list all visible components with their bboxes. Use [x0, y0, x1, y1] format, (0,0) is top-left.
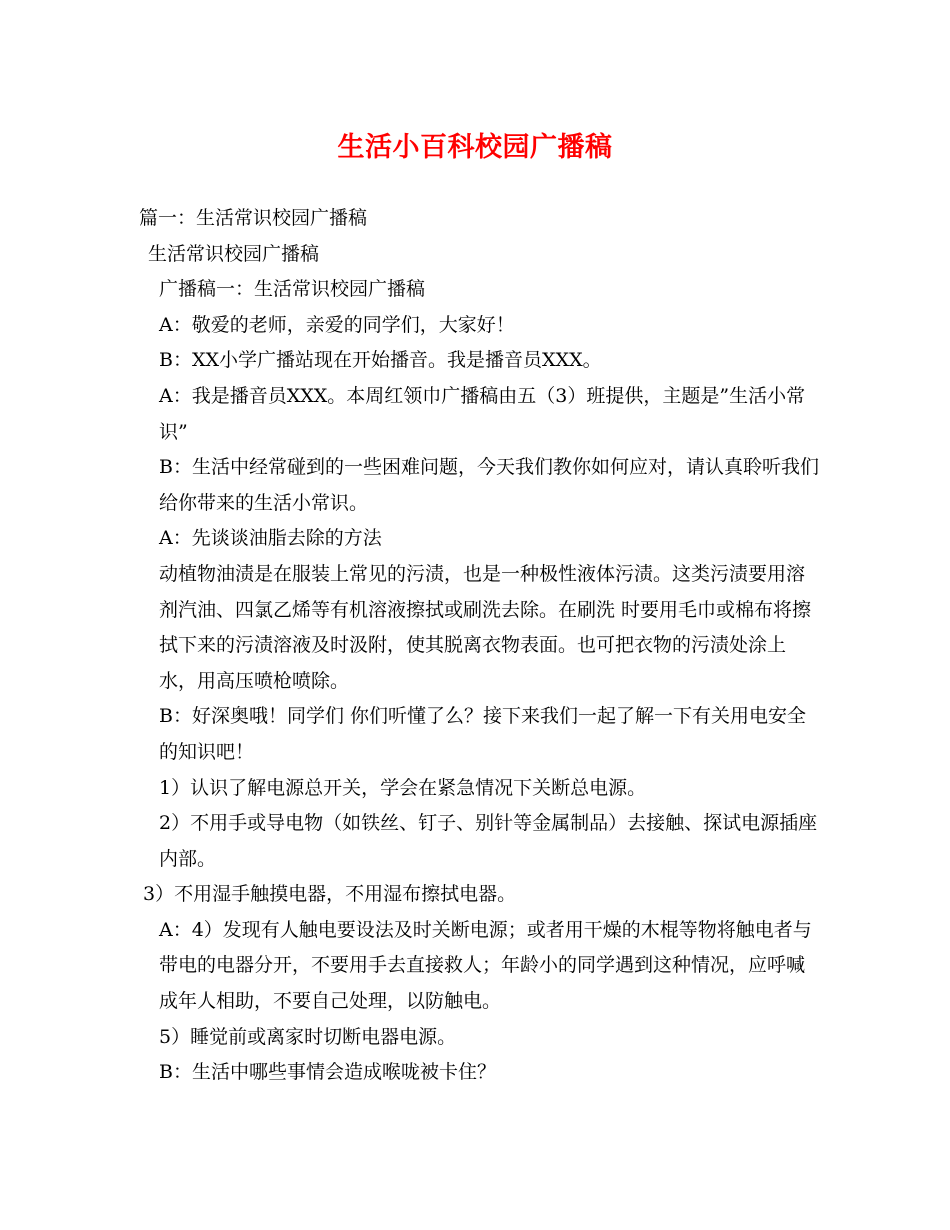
- list-item: 1）认识了解电源总开关，学会在紧急情况下关断总电源。: [159, 776, 647, 799]
- paragraph: B：XX小学广播站现在开始播音。我是播音员XXX。: [159, 349, 602, 372]
- paragraph: A：敬爱的老师，亲爱的同学们，大家好！: [159, 313, 515, 336]
- subtitle-paragraph: 生活常识校园广播稿: [148, 242, 320, 265]
- paragraph: 动植物油渍是在服装上常见的污渍，也是一种极性液体污渍。这类污渍要用溶剂汽油、四氯乙烯等有机溶液擦拭或刷洗去除。在刷洗 时要用毛巾或棉布将擦拭下来的污渍溶液及时汲附，使其脱离衣物表面。也可把衣物的污渍处涂上水，用高压喷枪喷除。: [159, 562, 812, 692]
- broadcast-heading: 广播稿一：生活常识校园广播稿: [159, 278, 426, 301]
- list-item: 5）睡觉前或离家时切断电器电源。: [159, 1025, 457, 1048]
- paragraph: B：生活中经常碰到的一些困难问题，今天我们教你如何应对，请认真聆听我们给你带来的生活小常识。: [159, 456, 819, 514]
- section-heading: 篇一：生活常识校园广播稿: [139, 207, 368, 229]
- list-item: 2）不用手或导电物（如铁丝、钉子、别针等金属制品）去接触、探试电源插座内部。: [159, 812, 818, 870]
- document-body: [139, 201, 819, 1091]
- list-item: 3）不用湿手触摸电器，不用湿布擦拭电器。: [143, 883, 517, 906]
- paragraph: A：我是播音员XXX。本周红领巾广播稿由五（3）班提供，主题是”生活小常识”: [159, 384, 806, 443]
- paragraph: A：4）发现有人触电要设法及时关断电源；或者用干燥的木棍等物将触电者与带电的电器分开，不要用手去直接救人；年龄小的同学遇到这种情况，应呼喊成年人相助，不要自己处理，以防触电。: [159, 918, 812, 1013]
- paragraph: A：先谈谈油脂去除的方法: [159, 527, 382, 550]
- paragraph: B：好深奥哦！同学们 你们听懂了么？接下来我们一起了解一下有关用电安全的知识吧！: [159, 705, 807, 763]
- document-title: 生活小百科校园广播稿: [337, 132, 613, 163]
- paragraph: B：生活中哪些事情会造成喉咙被卡住？: [159, 1061, 496, 1084]
